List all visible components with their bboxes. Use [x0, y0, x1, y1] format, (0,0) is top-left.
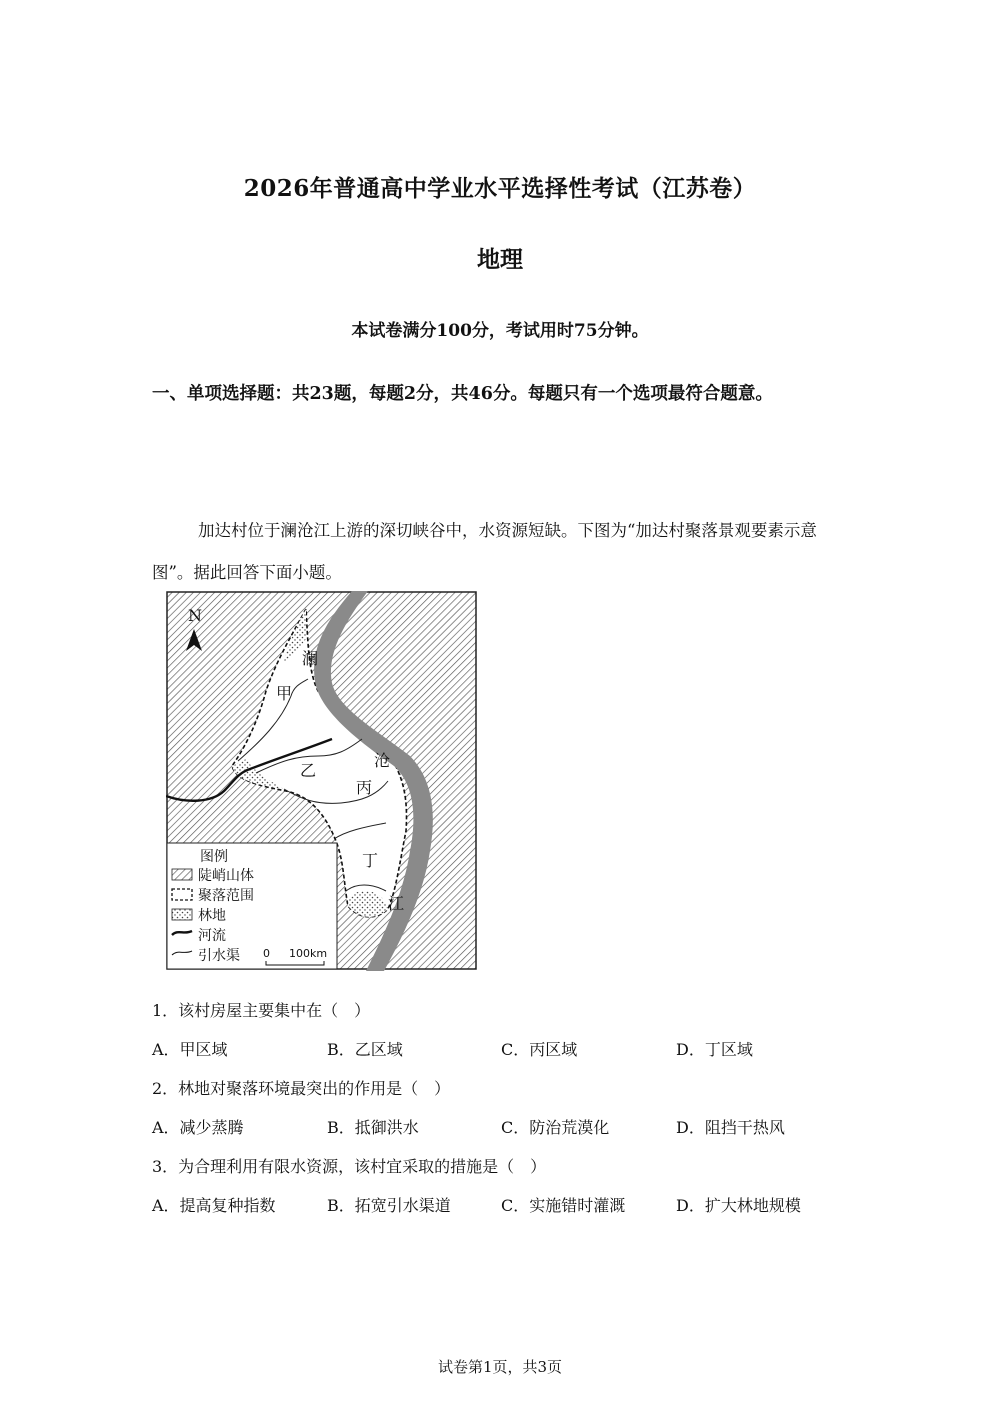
zone-ding: 丁 — [362, 851, 379, 870]
q3-option-a[interactable]: A．提高复种指数 — [152, 1196, 276, 1215]
q1-option-a[interactable]: A．甲区域 — [152, 1040, 228, 1059]
q1-option-c[interactable]: C．丙区域 — [501, 1040, 578, 1059]
legend-swatch-forest — [172, 909, 192, 920]
q2-option-b[interactable]: B．抵御洪水 — [327, 1118, 419, 1137]
section-heading: 一、单项选择题：共23题，每题2分，共46分。每题只有一个选项最符合题意。 — [152, 384, 773, 404]
question-1-stem: 1．该村房屋主要集中在（ ） — [152, 1001, 371, 1020]
q3-option-b[interactable]: B．拓宽引水渠道 — [327, 1196, 451, 1215]
scale-zero: 0 — [263, 947, 270, 960]
river-char-3: 江 — [388, 894, 405, 913]
legend-title: 图例 — [200, 849, 228, 865]
q2-option-a[interactable]: A．减少蒸腾 — [152, 1118, 244, 1137]
q1-option-b[interactable]: B．乙区域 — [327, 1040, 403, 1059]
q2-option-c[interactable]: C．防治荒漠化 — [501, 1118, 610, 1137]
village-landscape-map — [166, 591, 478, 971]
legend-swatch-settlement — [172, 889, 192, 900]
exam-notice: 本试卷满分100分，考试用时75分钟。 — [351, 321, 649, 341]
q2-option-d[interactable]: D．阻挡干热风 — [676, 1118, 785, 1137]
legend-item-mountain: 陡峭山体 — [198, 868, 254, 884]
legend-item-forest: 林地 — [198, 908, 226, 924]
q3-option-d[interactable]: D．扩大林地规模 — [676, 1196, 801, 1215]
north-label: N — [188, 606, 202, 625]
exam-title: 2026年普通高中学业水平选择性考试（江苏卷） — [243, 175, 757, 202]
river-char-2: 沧 — [374, 751, 391, 770]
subject-title: 地理 — [477, 246, 523, 273]
q3-option-c[interactable]: C．实施错时灌溉 — [501, 1196, 626, 1215]
legend-item-settlement: 聚落范围 — [198, 888, 254, 904]
scale-label: 100km — [289, 947, 328, 960]
map-legend — [167, 843, 337, 969]
question-2-stem: 2．林地对聚落环境最突出的作用是（ ） — [152, 1079, 451, 1098]
river-char-1: 澜 — [302, 649, 319, 668]
legend-swatch-mountain — [172, 869, 192, 880]
page-footer: 试卷第1页，共3页 — [437, 1358, 563, 1376]
zone-yi: 乙 — [300, 761, 317, 780]
q1-option-d[interactable]: D．丁区域 — [676, 1040, 753, 1059]
passage-text: 加达村位于澜沧江上游的深切峡谷中，水资源短缺。下图为“加达村聚落景观要素示意图”。据此回答下面小题。 — [152, 521, 817, 582]
zone-jia: 甲 — [276, 684, 293, 703]
legend-item-canal: 引水渠 — [198, 948, 240, 964]
zone-bing: 丙 — [356, 778, 373, 797]
question-3-stem: 3．为合理利用有限水资源，该村宜采取的措施是（ ） — [152, 1157, 547, 1176]
legend-item-river: 河流 — [198, 928, 226, 944]
